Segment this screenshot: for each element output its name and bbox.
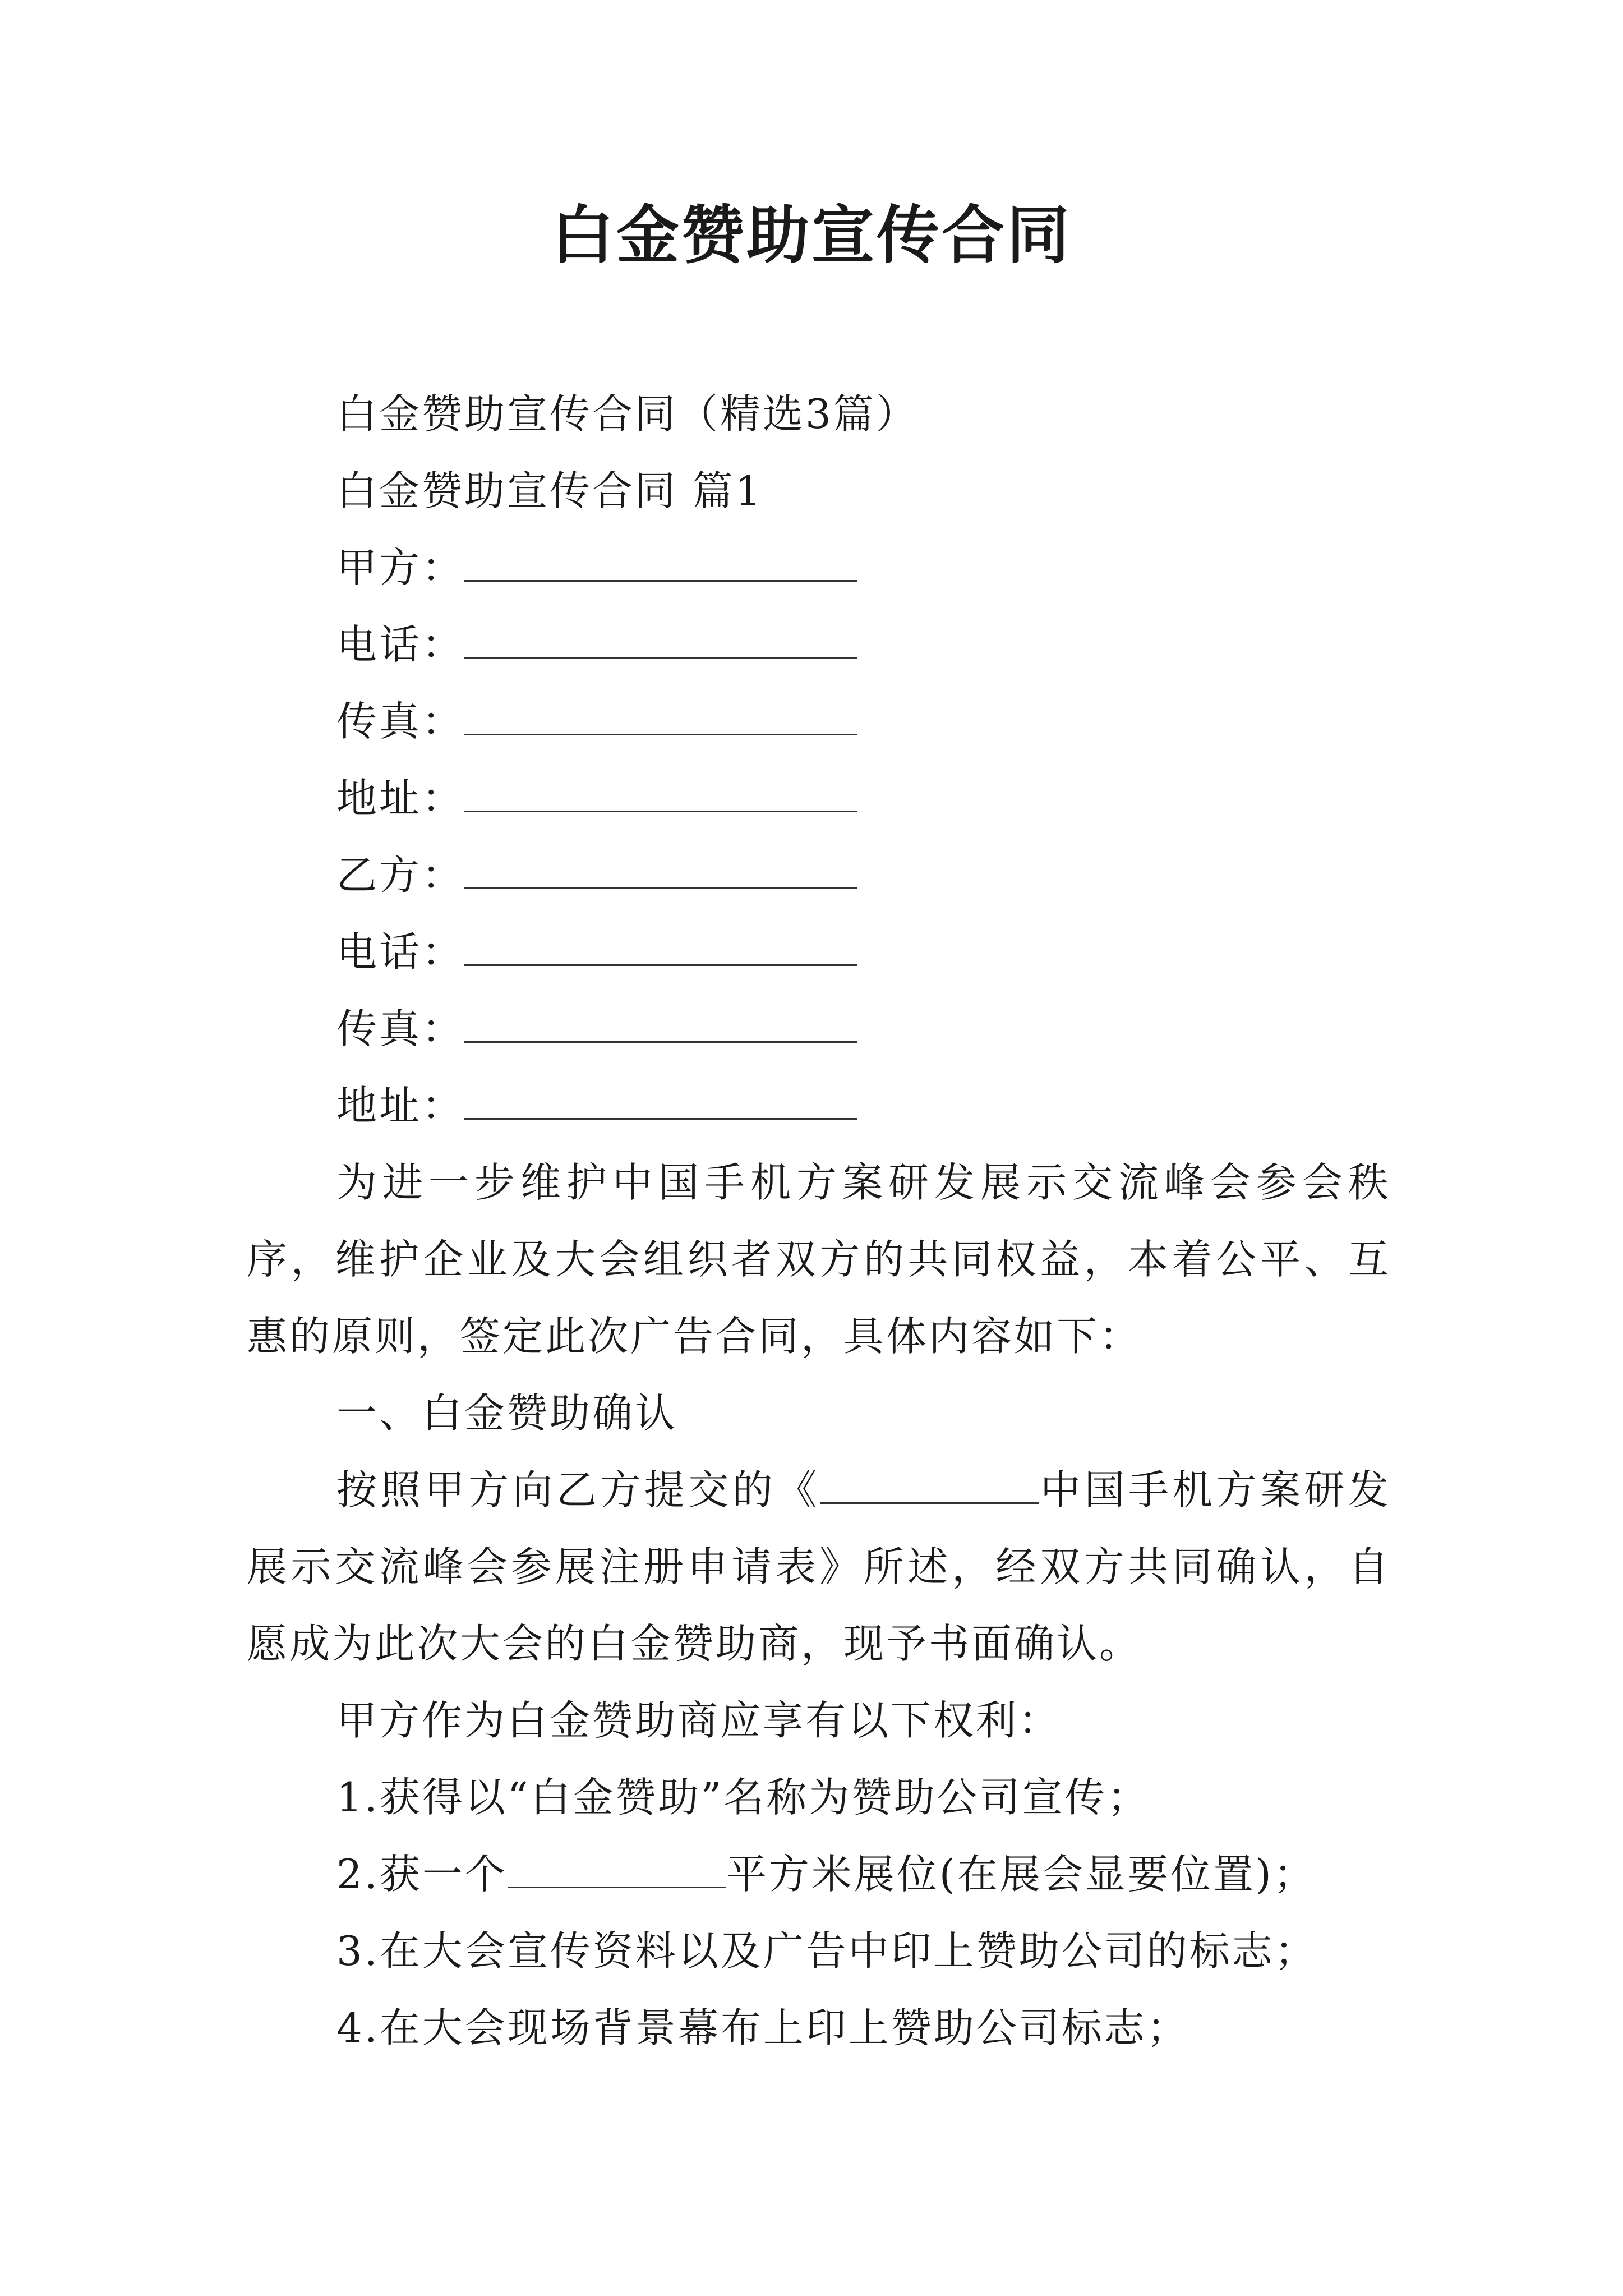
party-a-address-line bbox=[247, 760, 1391, 837]
party-b-phone-line bbox=[247, 914, 1391, 991]
party-a-address-blank bbox=[464, 774, 857, 812]
party-b-phone-blank bbox=[464, 928, 857, 966]
right-2-line bbox=[247, 1836, 1391, 1913]
party-a-label: 甲方： bbox=[336, 544, 465, 591]
rights-intro-text: 甲方作为白金赞助商应享有以下权利： bbox=[336, 1697, 1062, 1744]
party-b-line bbox=[247, 837, 1391, 914]
document-title: 白金赞助宣传合同 bbox=[551, 199, 1072, 272]
party-b-address-line bbox=[247, 1068, 1391, 1144]
right-2-pre-text: 2.获一个 bbox=[336, 1851, 508, 1898]
confirm-blank bbox=[820, 1466, 1039, 1504]
right-2-blank bbox=[508, 1850, 726, 1888]
party-b-address-blank bbox=[464, 1082, 857, 1120]
party-a-phone-line bbox=[247, 606, 1391, 683]
right-2-post-text: 平方米展位(在展会显要位置)； bbox=[726, 1851, 1316, 1898]
party-b-phone-label: 电话： bbox=[336, 928, 465, 976]
subtitle-text: 白金赞助宣传合同（精选3篇） bbox=[336, 390, 919, 438]
document-body bbox=[247, 376, 1391, 2067]
rights-intro-line bbox=[247, 1682, 1391, 1759]
section-1-text: 一、白金赞助确认 bbox=[336, 1389, 678, 1437]
party-b-fax-line bbox=[247, 991, 1391, 1068]
section-1-heading bbox=[247, 1375, 1391, 1452]
party-a-line bbox=[247, 530, 1391, 606]
confirm-post-text: 中国手机方案研发展示交流峰会参展注册申请表》所述，经双方共同确认，自愿成为此次大会的白金赞助商，现予书面确认。 bbox=[247, 1466, 1391, 1667]
right-1-line bbox=[247, 1759, 1391, 1836]
confirm-pre-text: 按照甲方向乙方提交的《 bbox=[336, 1466, 820, 1513]
intro-paragraph bbox=[247, 1144, 1391, 1375]
right-3-line bbox=[247, 1913, 1391, 1990]
party-b-blank bbox=[464, 851, 857, 889]
party-b-fax-label: 传真： bbox=[336, 1005, 465, 1052]
party-a-fax-blank bbox=[464, 697, 857, 735]
right-1-text: 1.获得以“白金赞助”名称为赞助公司宣传； bbox=[336, 1774, 1150, 1821]
party-a-phone-label: 电话： bbox=[336, 621, 465, 668]
intro-text: 为进一步维护中国手机方案研发展示交流峰会参会秩序，维护企业及大会组织者双方的共同权益，本着公平、互惠的原则，签定此次广告合同，具体内容如下： bbox=[247, 1159, 1391, 1360]
party-a-address-label: 地址： bbox=[336, 775, 465, 822]
party-b-address-label: 地址： bbox=[336, 1082, 465, 1129]
party-b-label: 乙方： bbox=[336, 852, 465, 899]
party-a-blank bbox=[464, 544, 857, 582]
chapter-line bbox=[247, 453, 1391, 530]
right-4-line bbox=[247, 1990, 1391, 2067]
party-b-fax-blank bbox=[464, 1005, 857, 1043]
right-4-text: 4.在大会现场背景幕布上印上赞助公司标志； bbox=[336, 2004, 1189, 2051]
party-a-fax-line bbox=[247, 683, 1391, 760]
confirm-paragraph bbox=[247, 1452, 1391, 1682]
chapter-text: 白金赞助宣传合同 篇1 bbox=[336, 467, 763, 514]
party-a-fax-label: 传真： bbox=[336, 698, 465, 745]
subtitle-line bbox=[247, 376, 1391, 453]
right-3-text: 3.在大会宣传资料以及广告中印上赞助公司的标志； bbox=[336, 1927, 1317, 1975]
party-a-phone-blank bbox=[464, 620, 857, 659]
